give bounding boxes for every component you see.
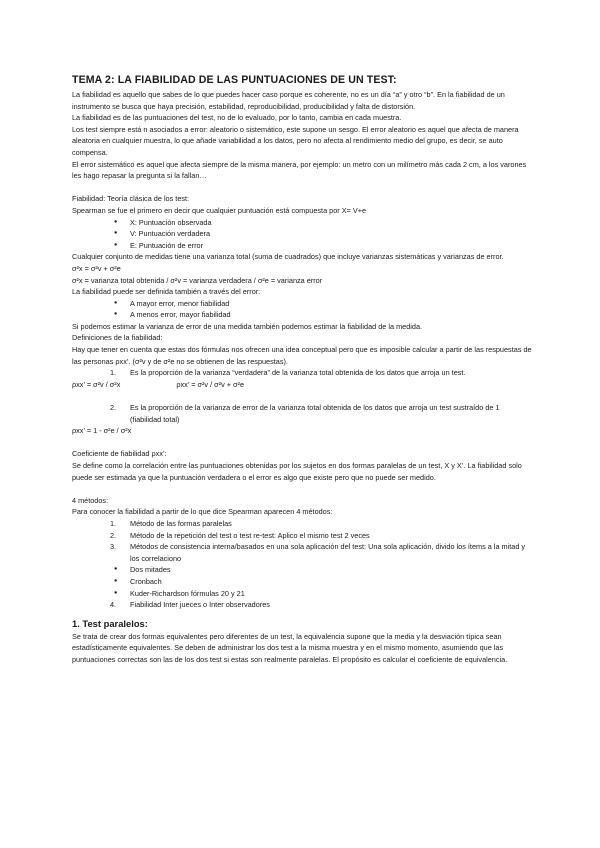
page-title: TEMA 2: LA FIABILIDAD DE LAS PUNTUACIONES DE UN TEST: xyxy=(72,74,397,86)
coef-heading: Coeficiente de fiabilidad ρxx’: xyxy=(72,449,167,459)
list-item xyxy=(72,599,532,611)
variance-text: Cualquier conjunto de medidas tiene una varianza total (suma de cuadrados) que incluye varianzas sistemáticas y varianzas de error. xyxy=(72,252,504,262)
methods-list-cont xyxy=(72,599,532,611)
document-page xyxy=(72,74,532,666)
formula: ρxx’ = σ²v / σ²v + σ²e xyxy=(176,379,245,389)
list-item: ● E: Puntuación de error xyxy=(72,240,532,252)
classic-heading: Fiabilidad: Teoría clásica de los test: xyxy=(72,194,190,204)
item-number: 1. xyxy=(110,518,117,528)
item-number: 2. xyxy=(110,403,117,413)
intro-paragraph: La fiabilidad es aquello que sabes de lo que puedes hacer caso porque es coherente, no es un día “a” y otro “b”. En la fiabilidad de un instrumento se busca que haya precisión, estabilidad, reproducibilidad, producibilidad y falta de distorsión. xyxy=(72,90,505,111)
list-item xyxy=(72,541,532,564)
error-definition: La fiabilidad puede ser definida también a través del error: xyxy=(72,287,261,297)
formula-variance: σ²x = σ²v + σ²e xyxy=(72,263,121,273)
list-item: ● Cronbach xyxy=(72,576,532,588)
item-number: 4. xyxy=(110,600,117,610)
section-text: Se trata de crear dos formas equivalentes pero diferentes de un test, la equivalencia supone que la media y la desviación típica sean estadísticamente equivalentes. Se deben de administrar los dos test a la misma muestra y en el mismo momento, asumiendo que las puntuaciones correctas son las de los dos test si estas son realmente paralelas. El propósito es calcular el coeficiente de equivalencia. xyxy=(72,631,508,664)
list-item xyxy=(72,530,532,542)
methods-list xyxy=(72,518,532,564)
item-number: 1. xyxy=(110,368,117,378)
intro-paragraph: El error sistemático es aquel que afecta siempre de la misma manera, por ejemplo: un metro con un milímetro más cada 2 cm, a los varones les hago repasar la pregunta si la fallan… xyxy=(72,159,527,181)
section-heading: 1. Test paralelos: xyxy=(72,617,148,629)
definition-text: Es la proporción de la varianza de error de la varianza total obtenida de los datos que arroja un test sustraído de 1 (fiabilidad total) xyxy=(130,403,500,424)
components-list xyxy=(72,217,532,252)
methods-sublist xyxy=(72,564,532,599)
methods-heading: 4 métodos: xyxy=(72,495,109,505)
item-text: Fiabilidad Inter jueces o Inter observadores xyxy=(130,600,270,610)
coef-text: Se define como la correlación entre las puntuaciones obtenidas por los sujetos en dos formas paralelas de un test, X y X’. La fiabilidad solo puede ser estimada ya que la puntuación verdadera o el error es algo que existe pero que no puede ser medido. xyxy=(72,461,522,482)
list-item xyxy=(72,518,532,530)
formula-legend: σ²x = varianza total obtenida / σ²v = varianza verdadera / σ²e = varianza error xyxy=(72,275,323,285)
item-text: Métodos de consistencia interna/basados en una sola aplicación del test: Una sola aplicación, divido los ítems a la mitad y los correlaciono xyxy=(130,542,526,563)
definitions-heading: Definiciones de la fiabilidad: xyxy=(72,333,163,343)
intro-paragraph: Los test siempre está n asociados a error: aleatorio o sistemático, este supone un sesgo. El error aleatorio es aquel que afecta de manera aleatoria en cualquier muestra, lo que añade variabilidad a los datos, pero no afecta al rendimiento medio del grupo, es decir, se auto compensa. xyxy=(72,124,519,157)
estimate-text: Si podemos estimar la varianza de error de una medida también podemos estimar la fiabilidad de la medida. xyxy=(72,321,423,331)
list-item: ● V: Puntuación verdadera xyxy=(72,228,532,240)
list-item: ● X: Puntuación observada xyxy=(72,217,532,229)
methods-intro: Para conocer la fiabilidad a partir de lo que dice Spearman aparecen 4 métodos: xyxy=(72,507,333,517)
item-number: 3. xyxy=(110,542,117,552)
error-list xyxy=(72,298,532,321)
item-text: Método de las formas paralelas xyxy=(130,518,232,528)
definition-item-2 xyxy=(72,402,532,425)
item-text: Método de la repetición del test o test re-test: Aplico el mismo test 2 veces xyxy=(130,530,370,540)
definition-item-1 xyxy=(72,367,532,379)
item-number: 2. xyxy=(110,530,117,540)
definition-formulas xyxy=(72,379,532,391)
definitions-intro: Hay que tener en cuenta que estas dos fórmulas nos ofrecen una idea conceptual pero que es imposible calcular a partir de las respuestas de las personas ρxx’. (σ²v y de σ²e no se obtienen de las respuestas). xyxy=(72,345,532,366)
list-item: ● Dos mitades xyxy=(72,564,532,576)
list-item: ● Kuder-Richardson fórmulas 20 y 21 xyxy=(72,588,532,600)
formula: ρxx’ = σ²v / σ²x xyxy=(72,379,121,389)
formula: ρxx’ = 1 - σ²e / σ²x xyxy=(72,426,132,436)
intro-paragraph: La fiabilidad es de las puntuaciones del test, no de lo evaluado, por lo tanto, cambia en cada muestra. xyxy=(72,113,402,123)
list-item: ● A menos error, mayor fiabilidad xyxy=(72,309,532,321)
definition-text: Es la proporción de la varianza “verdadera” de la varianza total obtenida de los datos que arroja un test. xyxy=(130,368,466,378)
spearman-text: Spearman se fue el primero en decir que cualquier puntuación está compuesta por X= V+e xyxy=(72,205,367,215)
list-item: ● A mayor error, menor fiabilidad xyxy=(72,298,532,310)
